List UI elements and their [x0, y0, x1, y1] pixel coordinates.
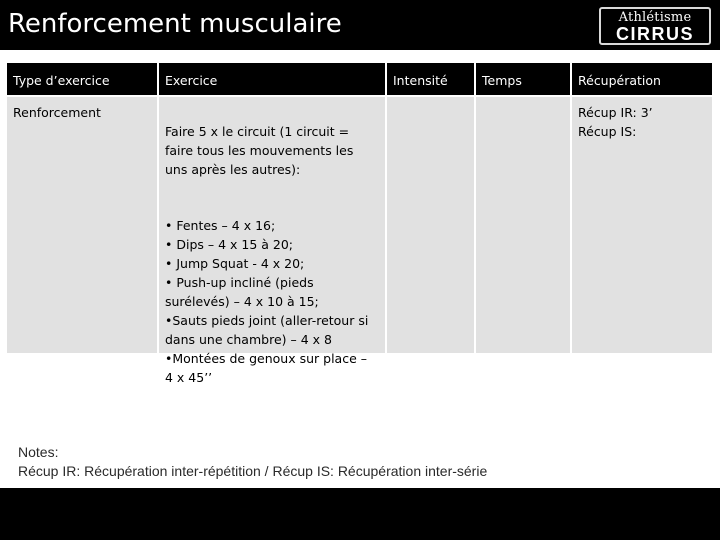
cell-exercise	[159, 97, 385, 385]
cell-intensity	[387, 97, 474, 353]
notes-label: Notes:	[18, 444, 59, 460]
cell-recovery: Récup IR: 3’ Récup IS:	[572, 97, 712, 353]
header-intensity: Intensité	[387, 63, 474, 95]
logo-line-athletisme: Athlétisme	[618, 10, 692, 25]
header-type: Type d’exercice	[7, 63, 157, 95]
title-bar	[0, 0, 720, 50]
exercise-list: • Fentes – 4 x 16; • Dips – 4 x 15 à 20; • Jump Squat - 4 x 20; • Push-up incliné (pieds surélevés) – 4 x 10 à 15; •Sauts pieds joint (aller-retour si dans une chambre) – 4 x 8 •Montées de genoux sur place – 4 x 45’’	[165, 218, 369, 385]
footer-bar	[0, 488, 720, 540]
exercise-table	[7, 63, 709, 385]
logo-line-cirrus: CIRRUS	[615, 24, 694, 44]
header-recovery: Récupération	[572, 63, 712, 95]
header-exercise: Exercice	[159, 63, 385, 95]
cell-time	[476, 97, 570, 353]
cell-type: Renforcement	[7, 97, 157, 353]
page-title: Renforcement musculaire	[8, 9, 342, 39]
exercise-intro: Faire 5 x le circuit (1 circuit = faire tous les mouvements les uns après les autres):	[165, 124, 354, 177]
notes	[18, 443, 487, 481]
header-time: Temps	[476, 63, 570, 95]
notes-text: Récup IR: Récupération inter-répétition / Récup IS: Récupération inter-série	[18, 463, 488, 479]
athletisme-cirrus-logo	[599, 7, 711, 45]
